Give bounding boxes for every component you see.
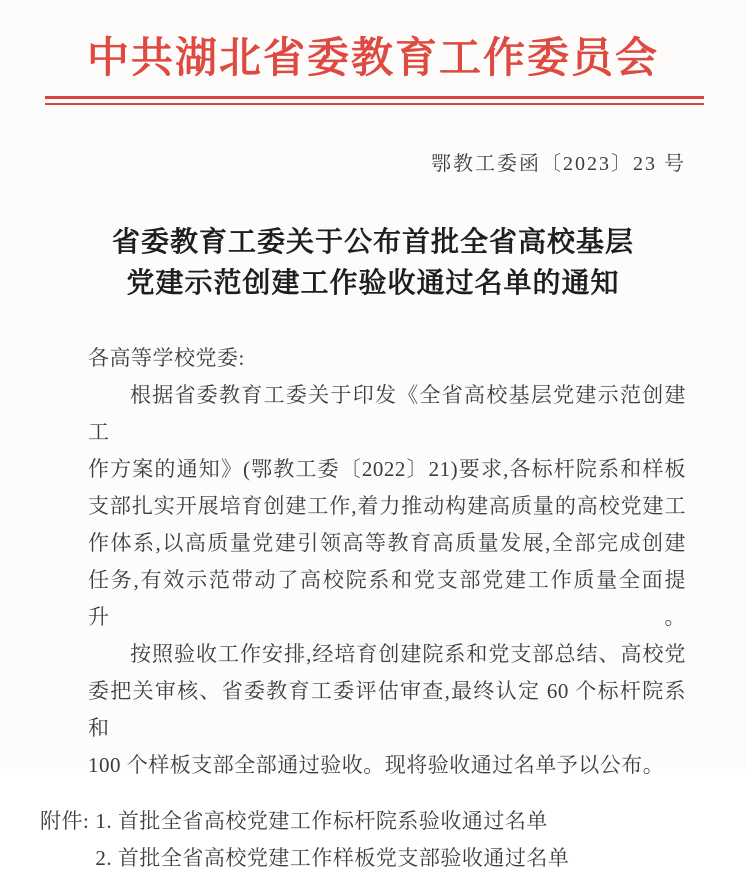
document-title — [0, 222, 746, 304]
letterhead-divider — [45, 96, 704, 105]
body-line: 作体系,以高质量党建引领高等教育高质量发展,全部完成创建 — [88, 531, 686, 555]
paragraph-1 — [88, 377, 686, 636]
body-line: 根据省委教育工委关于印发《全省高校基层党建示范创建工 — [88, 383, 686, 444]
body-line: 按照验收工作安排,经培育创建院系和党支部总结、高校党 — [130, 642, 686, 666]
attachment-item-1: 1. 首批全省高校党建工作标杆院系验收通过名单 — [95, 809, 548, 833]
attachment-item-2: 2. 首批全省高校党建工作样板党支部验收通过名单 — [95, 846, 570, 870]
body-line: 100 个样板支部全部通过验收。现将验收通过名单予以公布。 — [88, 753, 665, 777]
divider-line-thin — [45, 103, 704, 105]
body-line: 任务,有效示范带动了高校院系和党支部党建工作质量全面提升。 — [88, 568, 686, 629]
document-title-line2: 党建示范创建工作验收通过名单的通知 — [126, 268, 620, 299]
attachment-label: 附件: — [40, 809, 90, 833]
paragraph-2 — [88, 636, 686, 784]
document-number: 鄂教工委函〔2023〕23 号 — [431, 153, 686, 175]
attachment-list — [95, 803, 569, 877]
divider-line-thick — [45, 96, 704, 99]
attachment-block — [40, 803, 746, 877]
body-line: 支部扎实开展培育创建工作,着力推动构建高质量的高校党建工 — [88, 494, 686, 518]
document-title-line1: 省委教育工委关于公布首批全省高校基层 — [111, 227, 634, 258]
salutation: 各高等学校党委: — [88, 346, 245, 370]
body-line: 委把关审核、省委教育工委评估审查,最终认定 60 个标杆院系和 — [88, 679, 686, 740]
document-body — [88, 340, 686, 784]
letterhead-org-name: 中共湖北省委教育工作委员会 — [86, 36, 659, 82]
body-line: 作方案的通知》(鄂教工委〔2022〕21)要求,各标杆院系和样板 — [88, 457, 686, 481]
